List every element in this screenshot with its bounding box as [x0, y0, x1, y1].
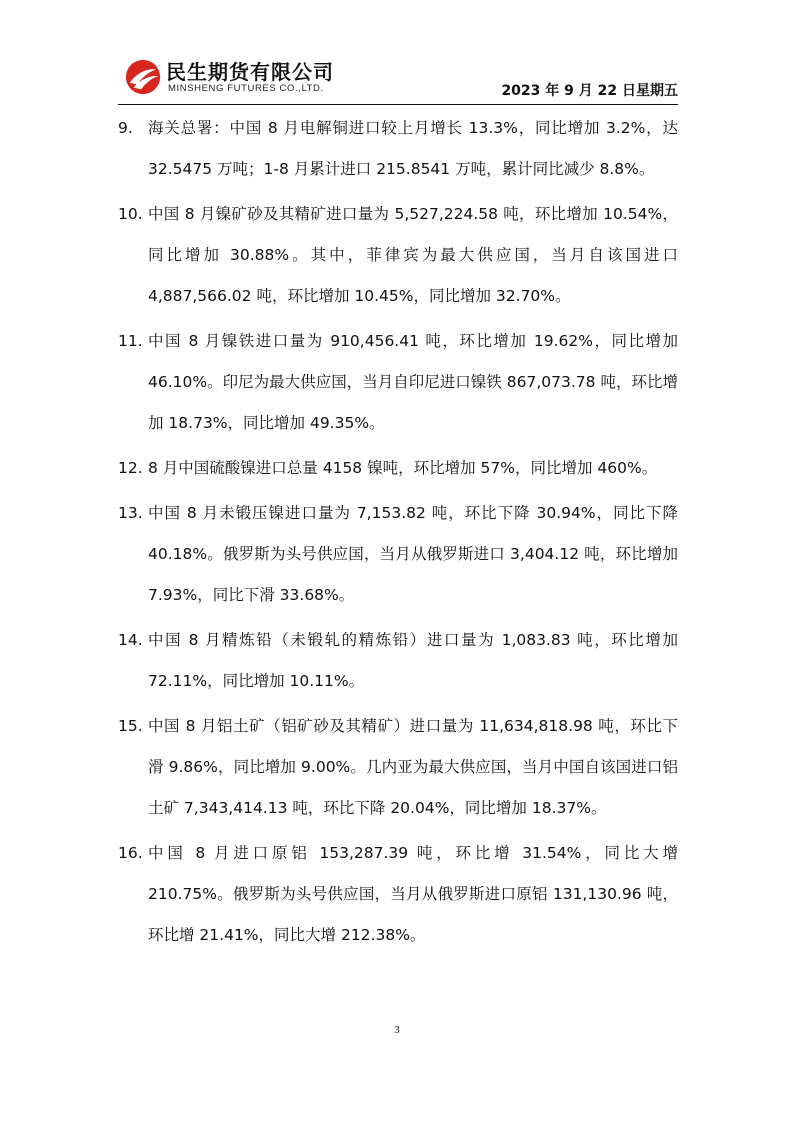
- list-item: [118, 706, 678, 829]
- item-number: 15.: [118, 717, 143, 735]
- item-text: 中国 8 月进口原铝 153,287.39 吨，环比增 31.54%，同比大增 210.75%。俄罗斯为头号供应国，当月从俄罗斯进口原铝 131,130.96 吨，环比增 21.41%，同比大增 212.38%。: [148, 844, 678, 944]
- header-divider: [118, 104, 678, 105]
- company-name-cn: 民生期货有限公司: [166, 60, 334, 84]
- item-number: 13.: [118, 504, 143, 522]
- report-date: 2023 年 9 月 22 日星期五: [501, 83, 678, 99]
- page-header: [118, 50, 678, 106]
- item-number: 14.: [118, 631, 143, 649]
- item-text: 中国 8 月精炼铅（未锻轧的精炼铅）进口量为 1,083.83 吨，环比增加 72.11%，同比增加 10.11%。: [148, 631, 678, 690]
- list-item: [118, 108, 678, 190]
- item-number: 10.: [118, 205, 143, 223]
- item-text: 中国 8 月镍矿砂及其精矿进口量为 5,527,224.58 吨，环比增加 10.54%，同比增加 30.88%。其中，菲律宾为最大供应国，当月自该国进口 4,887,566.02 吨，环比增加 10.45%，同比增加 32.70%。: [148, 205, 678, 305]
- list-item: [118, 620, 678, 702]
- minsheng-logo-icon: [124, 58, 162, 96]
- news-list: [118, 108, 678, 960]
- list-item: [118, 833, 678, 956]
- item-text: 中国 8 月铝土矿（铝矿砂及其精矿）进口量为 11,634,818.98 吨，环比下滑 9.86%，同比增加 9.00%。几内亚为最大供应国，当月中国自该国进口铝土矿 7,343,414.13 吨，环比下降 20.04%，同比增加 18.37%。: [148, 717, 678, 817]
- item-text: 海关总署：中国 8 月电解铜进口较上月增长 13.3%，同比增加 3.2%，达 32.5475 万吨；1-8 月累计进口 215.8541 万吨，累计同比减少 8.8%。: [148, 119, 678, 178]
- item-number: 12.: [118, 459, 143, 477]
- item-text: 中国 8 月未锻压镍进口量为 7,153.82 吨，环比下降 30.94%，同比下降 40.18%。俄罗斯为头号供应国，当月从俄罗斯进口 3,404.12 吨，环比增加 7.93%，同比下滑 33.68%。: [148, 504, 678, 604]
- list-item: [118, 321, 678, 444]
- list-item: [118, 493, 678, 616]
- page-number: 3: [394, 1024, 400, 1036]
- company-name-en: MINSHENG FUTURES CO.,LTD.: [168, 83, 324, 94]
- list-item: [118, 194, 678, 317]
- item-number: 16.: [118, 844, 143, 862]
- item-text: 8 月中国硫酸镍进口总量 4158 镍吨，环比增加 57%，同比增加 460%。: [148, 459, 658, 477]
- company-logo: [118, 56, 398, 100]
- item-text: 中国 8 月镍铁进口量为 910,456.41 吨，环比增加 19.62%，同比增加 46.10%。印尼为最大供应国，当月自印尼进口镍铁 867,073.78 吨，环比增加 18.73%，同比增加 49.35%。: [148, 332, 678, 432]
- item-number: 11.: [118, 332, 143, 350]
- list-item: [118, 448, 678, 489]
- item-number: 9.: [118, 119, 133, 137]
